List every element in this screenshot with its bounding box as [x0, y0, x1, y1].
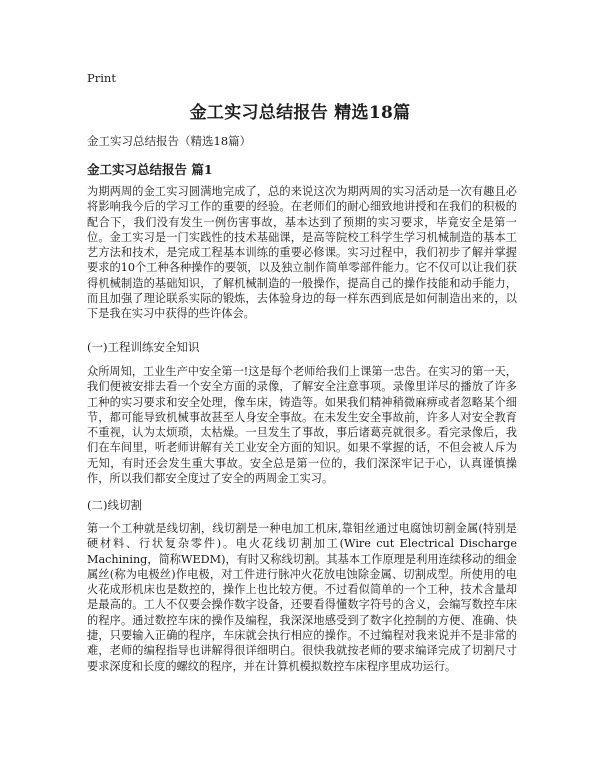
subheading-safety: (一)工程训练安全知识: [87, 340, 200, 354]
wire-cutting-paragraph: 第一个工种就是线切割，线切割是一种电加工机床,靠钼丝通过电腐蚀切割金属(特别是硬材料、行状复杂零件)。电火花线切割加工(Wire cut Electrical Discharge Machining，简称WEDM)，有时又称线切割。其基本工作原理是利用连续移动的细金属丝(称为电极丝)作电极，对工件进行脉冲火花放电蚀除金属、切割成型。所使用的电火花成形机床也是数控的，操作上也比较方便。不过看似简单的一个工种，技术含量却是最高的。工人不仅要会操作数字设备，还要看得懂数字符号的含义，会编写数控车床的程序。通过数控车床的操作及编程，我深深地感受到了数字化控制的方便、准确、快捷，只要输入正确的程序，车床就会执行相应的操作。不过编程对我来说并不是非常的难，老师的编程指导也讲解得很详细明白。很快我就按老师的要求编译完成了切割尺寸要求深度和长度的螺纹的程序，并在计算机模拟数控车床程序里成功运行。: [87, 522, 517, 673]
print-label: Print: [87, 71, 116, 85]
intro-paragraph: 为期两周的金工实习圆满地完成了，总的来说这次为期两周的实习活动是一次有趣且必将影响我今后的学习工作的重要的经验。在老师们的耐心细致地讲授和在我们的积极的配合下，我们没有发生一例伤害事故，基本达到了预期的实习要求，毕竟安全是第一位。金工实习是一门实践性的技术基础课，是高等院校工科学生学习机械制造的基本工艺方法和技术，是完成工程基本训练的重要必修课。实习过程中，我们初步了解并掌握要求的10个工种各种操作的要领，以及独立制作简单零部件能力。它不仅可以让我们获得机械制造的基础知识，了解机械制造的一般操作，提高自己的操作技能和动手能力，而且加强了理论联系实际的锻炼，去体验身边的每一样东西到底是如何制造出来的，以下是我在实习中获得的些许体会。: [87, 185, 517, 321]
safety-paragraph: 众所周知，工业生产中安全第一!这是每个老师给我们上课第一忠告。在实习的第一天，我们便被安排去看一个安全方面的录像，了解安全注意事项。录像里详尽的播放了许多工种的实习要求和安全处理，像车床，铸造等。如果我们精神稍微麻痹或者忽略某个细节，都可能导致机械事故甚至人身安全事故。在未发生安全事故前，许多人对安全教育不重视，认为太烦琐，太枯燥。一旦发生了事故，事后诸葛亮就很多。看完录像后，我们在车间里，听老师讲解有关工业安全方面的知识。如果不掌握的话，不但会被人斥为无知，有时还会发生重大事故。安全总是第一位的，我们深深牢记于心，认真谨慎操作，所以我们都安全度过了安全的两周金工实习。: [87, 365, 517, 486]
section-heading: 金工实习总结报告 篇1: [87, 162, 213, 177]
document-subtitle: 金工实习总结报告（精选18篇）: [87, 134, 252, 148]
subheading-wire-cutting: (二)线切割: [87, 498, 142, 512]
document-title: 金工实习总结报告 精选18篇: [189, 103, 411, 123]
